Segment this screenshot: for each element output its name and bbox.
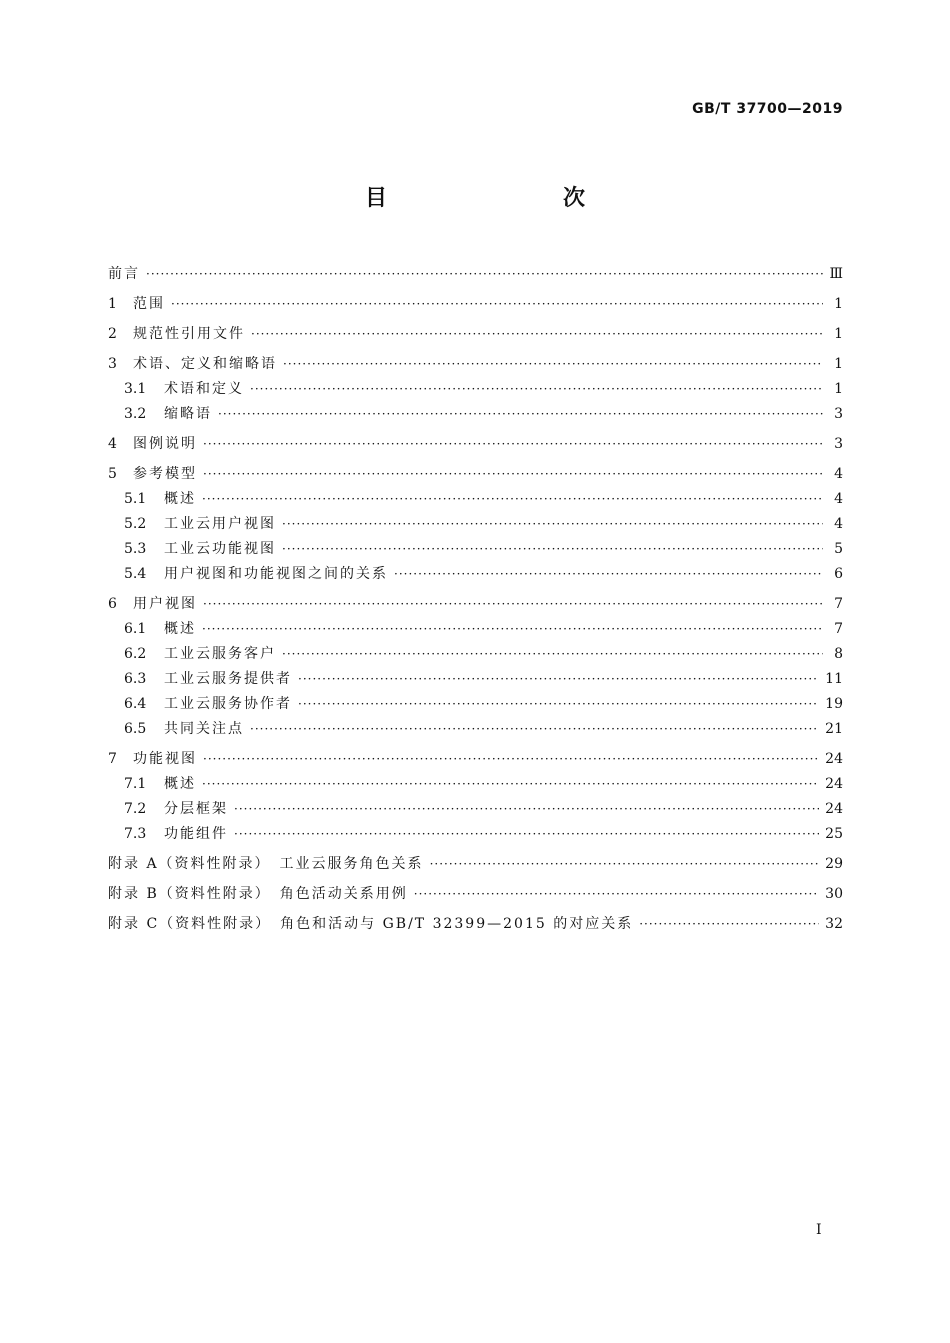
dot-leader bbox=[234, 799, 819, 819]
dot-leader bbox=[639, 914, 819, 934]
dot-leader bbox=[203, 434, 823, 454]
toc-entry[interactable] bbox=[108, 289, 843, 314]
toc-entry-number: 7.3 bbox=[124, 826, 147, 842]
toc-entry-number: 2 bbox=[108, 326, 117, 342]
toc-entry-number: 5 bbox=[108, 466, 117, 482]
dot-leader bbox=[203, 594, 823, 614]
dot-leader bbox=[218, 404, 823, 424]
toc-entry[interactable] bbox=[108, 509, 843, 534]
toc-entry[interactable] bbox=[108, 714, 843, 739]
toc-entry-label: 术语、定义和缩略语 bbox=[133, 356, 277, 372]
toc-entry-page: 7 bbox=[834, 596, 843, 612]
toc-entry-number: 3.1 bbox=[124, 381, 147, 397]
dot-leader bbox=[298, 694, 819, 714]
toc-entry-page: 24 bbox=[825, 801, 843, 817]
toc-entry-page: 4 bbox=[834, 466, 843, 482]
toc-entry[interactable] bbox=[108, 534, 843, 559]
toc-entry-page: 29 bbox=[825, 856, 843, 872]
toc-entry-page: 3 bbox=[834, 436, 843, 452]
toc-entry-number: 7 bbox=[108, 751, 117, 767]
toc-entry-page: 30 bbox=[825, 886, 843, 902]
toc-entry-number: 5.1 bbox=[124, 491, 147, 507]
toc-entry-label: 功能视图 bbox=[133, 751, 197, 767]
toc-entry-number: 6 bbox=[108, 596, 117, 612]
toc-entry-label: 概述 bbox=[164, 776, 196, 792]
dot-leader bbox=[414, 884, 819, 904]
toc-entry-label: 工业云用户视图 bbox=[164, 516, 276, 532]
toc-entry-label: 概述 bbox=[164, 491, 196, 507]
dot-leader bbox=[234, 824, 819, 844]
toc-entry-number: 7.1 bbox=[124, 776, 147, 792]
toc-entry-label: 参考模型 bbox=[133, 466, 197, 482]
toc-entry[interactable] bbox=[108, 909, 843, 934]
toc-entry-page: 6 bbox=[834, 566, 843, 582]
toc-entry-number: 1 bbox=[108, 296, 117, 312]
toc-entry-number: 3.2 bbox=[124, 406, 147, 422]
toc-entry-label: 缩略语 bbox=[164, 406, 212, 422]
toc-entry-number: 6.1 bbox=[124, 621, 147, 637]
dot-leader bbox=[251, 324, 823, 344]
toc-entry-page: 5 bbox=[834, 541, 843, 557]
dot-leader bbox=[283, 354, 823, 374]
toc-entry-page: 4 bbox=[834, 516, 843, 532]
standard-code: GB/T 37700—2019 bbox=[692, 101, 843, 117]
dot-leader bbox=[282, 644, 823, 664]
toc-entry-number: 3 bbox=[108, 356, 117, 372]
toc-entry-number: 4 bbox=[108, 436, 117, 452]
toc-entry-number: 7.2 bbox=[124, 801, 147, 817]
toc-entry-label: 共同关注点 bbox=[164, 721, 244, 737]
toc-entry-label: 概述 bbox=[164, 621, 196, 637]
toc-entry-label: 图例说明 bbox=[133, 436, 197, 452]
toc-entry-label: 功能组件 bbox=[164, 826, 228, 842]
toc-entry-label: 工业云服务协作者 bbox=[164, 696, 292, 712]
dot-leader bbox=[250, 719, 819, 739]
dot-leader bbox=[394, 564, 823, 584]
toc-entry-page: 24 bbox=[825, 751, 843, 767]
toc-entry[interactable] bbox=[108, 794, 843, 819]
toc-entry-page: Ⅲ bbox=[829, 266, 843, 282]
toc-entry[interactable] bbox=[108, 399, 843, 424]
toc-entry-page: 4 bbox=[834, 491, 843, 507]
dot-leader bbox=[203, 464, 823, 484]
toc-entry-page: 25 bbox=[825, 826, 843, 842]
toc-entry-label: 规范性引用文件 bbox=[133, 326, 245, 342]
toc-entry-page: 1 bbox=[834, 356, 843, 372]
toc-entry[interactable] bbox=[108, 319, 843, 344]
toc-entry-page: 21 bbox=[825, 721, 843, 737]
page-number: I bbox=[816, 1222, 822, 1238]
toc-entry[interactable] bbox=[108, 484, 843, 509]
toc-entry[interactable] bbox=[108, 879, 843, 904]
toc-entry-label: 附录 A（资料性附录） 工业云服务角色关系 bbox=[108, 856, 424, 872]
toc-entry-label: 前言 bbox=[108, 266, 140, 282]
toc-entry-number: 6.2 bbox=[124, 646, 147, 662]
toc-entry-page: 24 bbox=[825, 776, 843, 792]
toc-entry-page: 3 bbox=[834, 406, 843, 422]
toc-title: 目 次 bbox=[364, 186, 629, 211]
toc-entry[interactable] bbox=[108, 664, 843, 689]
toc-entry-label: 附录 C（资料性附录） 角色和活动与 GB/T 32399—2015 的对应关系 bbox=[108, 916, 634, 932]
dot-leader bbox=[202, 489, 823, 509]
toc-entry-page: 1 bbox=[834, 326, 843, 342]
dot-leader bbox=[282, 539, 823, 559]
toc-entry-label: 用户视图和功能视图之间的关系 bbox=[164, 566, 388, 582]
toc-entry-label: 分层框架 bbox=[164, 801, 228, 817]
toc-entry-label: 范围 bbox=[133, 296, 165, 312]
toc-entry-number: 6.3 bbox=[124, 671, 147, 687]
toc-entry-number: 6.4 bbox=[124, 696, 147, 712]
dot-leader bbox=[202, 619, 823, 639]
toc-entry[interactable] bbox=[108, 589, 843, 614]
toc-entry[interactable] bbox=[108, 559, 843, 584]
dot-leader bbox=[146, 264, 823, 284]
toc-entry-number: 5.2 bbox=[124, 516, 147, 532]
toc-entry[interactable] bbox=[108, 614, 843, 639]
toc-entry-label: 术语和定义 bbox=[164, 381, 244, 397]
toc-entry-page: 32 bbox=[825, 916, 843, 932]
toc-entry[interactable] bbox=[108, 429, 843, 454]
toc-entry[interactable] bbox=[108, 259, 843, 284]
toc-entry[interactable] bbox=[108, 744, 843, 769]
toc-entry[interactable] bbox=[108, 689, 843, 714]
dot-leader bbox=[203, 749, 819, 769]
dot-leader bbox=[298, 669, 819, 689]
toc-entry-page: 1 bbox=[834, 381, 843, 397]
toc-entry-label: 工业云功能视图 bbox=[164, 541, 276, 557]
toc-entry[interactable] bbox=[108, 849, 843, 874]
table-of-contents bbox=[108, 259, 843, 934]
toc-entry[interactable] bbox=[108, 639, 843, 664]
toc-entry-label: 附录 B（资料性附录） 角色活动关系用例 bbox=[108, 886, 408, 902]
dot-leader bbox=[282, 514, 823, 534]
toc-entry-page: 11 bbox=[825, 671, 843, 687]
toc-entry-page: 8 bbox=[834, 646, 843, 662]
dot-leader bbox=[171, 294, 823, 314]
toc-entry-label: 工业云服务客户 bbox=[164, 646, 276, 662]
dot-leader bbox=[430, 854, 820, 874]
toc-entry-page: 7 bbox=[834, 621, 843, 637]
toc-entry[interactable] bbox=[108, 769, 843, 794]
toc-entry-label: 用户视图 bbox=[133, 596, 197, 612]
dot-leader bbox=[202, 774, 819, 794]
toc-entry-page: 1 bbox=[834, 296, 843, 312]
toc-entry[interactable] bbox=[108, 819, 843, 844]
toc-entry[interactable] bbox=[108, 459, 843, 484]
toc-entry[interactable] bbox=[108, 349, 843, 374]
toc-entry-number: 6.5 bbox=[124, 721, 147, 737]
dot-leader bbox=[250, 379, 823, 399]
toc-entry-page: 19 bbox=[825, 696, 843, 712]
toc-entry-number: 5.3 bbox=[124, 541, 147, 557]
toc-entry-label: 工业云服务提供者 bbox=[164, 671, 292, 687]
toc-entry-number: 5.4 bbox=[124, 566, 147, 582]
toc-entry[interactable] bbox=[108, 374, 843, 399]
